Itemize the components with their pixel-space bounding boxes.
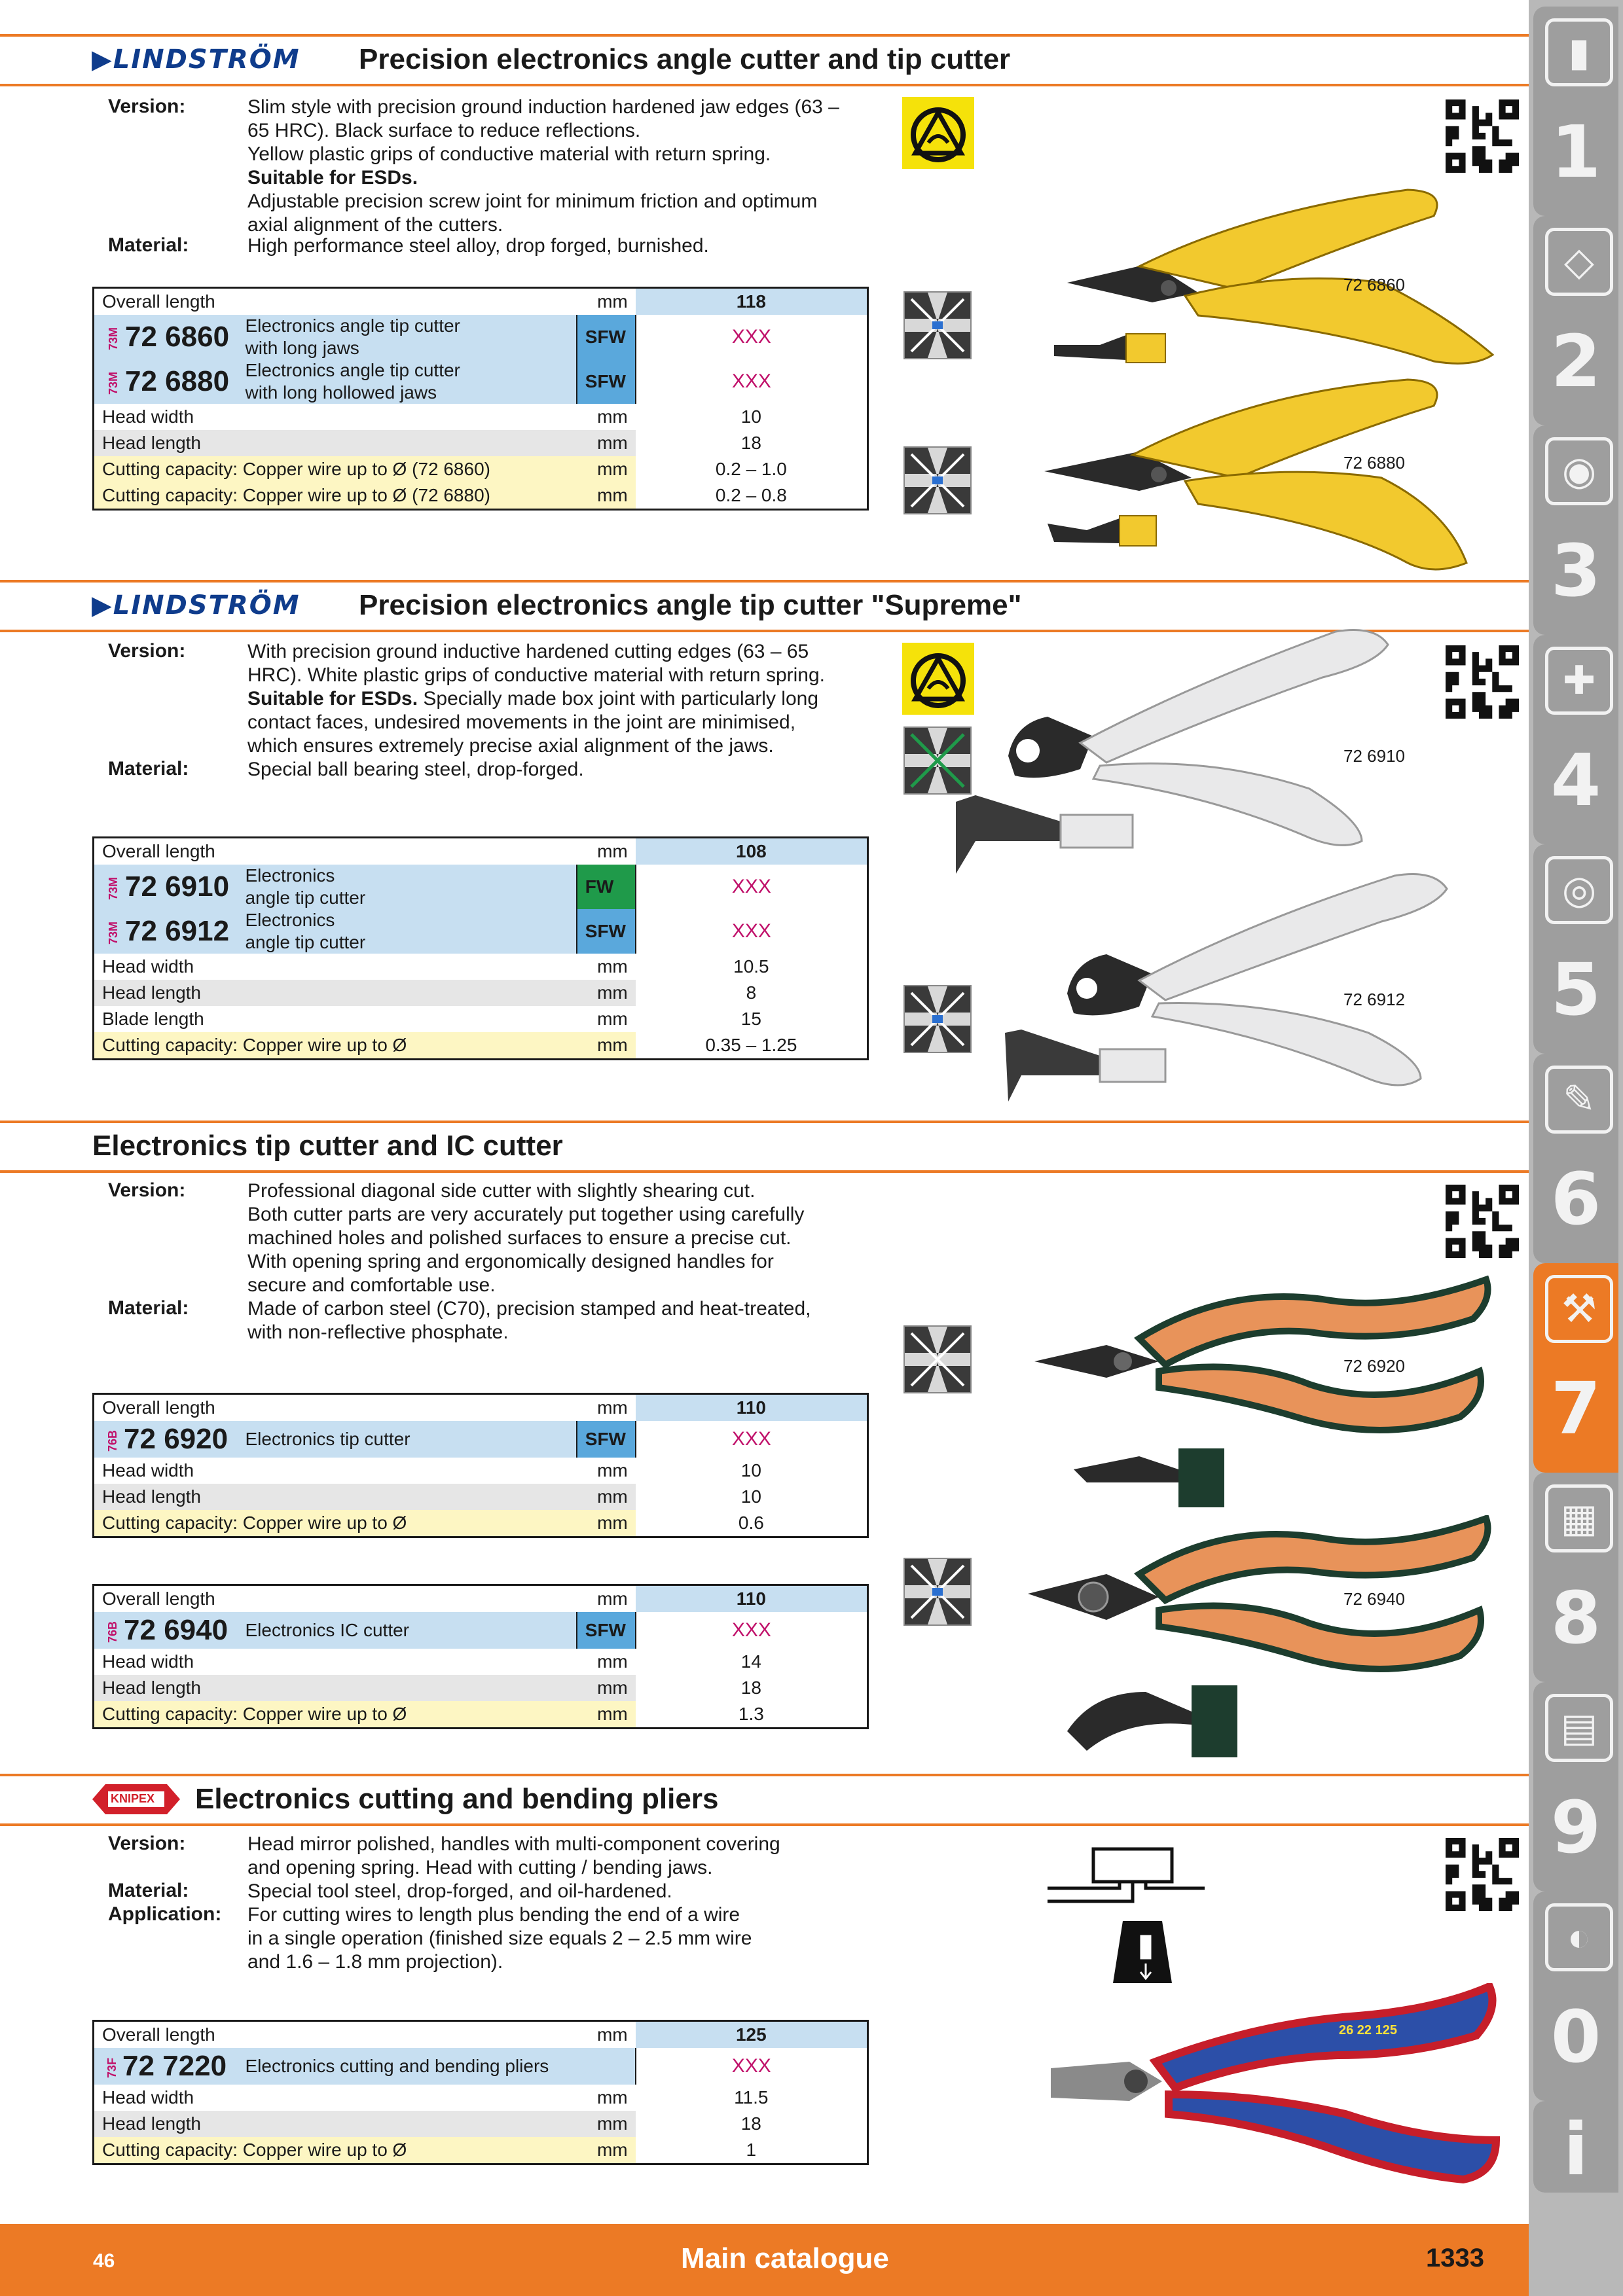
chapter-tab-9[interactable] <box>1533 1682 1618 1892</box>
unit: mm <box>577 2137 636 2164</box>
capacity-value: 0.35 – 1.25 <box>636 1032 868 1060</box>
material-text: Made of carbon steel (C70), precision stamped and heat-treated, with non-reflective phosphate. <box>247 1298 811 1343</box>
sfw-badge: SFW <box>577 315 636 359</box>
chapter-icon: ◇ <box>1545 228 1613 296</box>
material-text: Special tool steel, drop-forged, and oil-hardened. <box>247 1880 672 1902</box>
angle-cutter-photo <box>1041 367 1499 576</box>
spec-row <box>94 980 868 1006</box>
esd-warning-icon <box>902 97 974 169</box>
chapter-number: 1 <box>1550 110 1601 194</box>
spec-value: 8 <box>636 980 868 1006</box>
chapter-tab-1[interactable] <box>1533 7 1618 216</box>
section-divider <box>0 1170 1529 1173</box>
capacity-row <box>94 1701 868 1729</box>
spec-table <box>92 2020 869 2165</box>
chapter-number: 2 <box>1550 319 1601 403</box>
unit: mm <box>597 956 628 977</box>
spec-label: Head width <box>102 406 194 427</box>
spec-table <box>92 1393 869 1538</box>
overall-length-value: 110 <box>636 1394 868 1422</box>
capacity-row <box>94 456 868 482</box>
ic-cutter-photo <box>1028 1515 1499 1764</box>
unit: mm <box>577 980 636 1006</box>
spec-label: Head length <box>94 1675 577 1701</box>
capacity-row <box>94 482 868 510</box>
capacity-value: 1.3 <box>636 1701 868 1729</box>
overall-length-value: 108 <box>636 838 868 865</box>
capacity-value: 0.2 – 1.0 <box>636 456 868 482</box>
unit: mm <box>577 482 636 510</box>
capacity-label: Cutting capacity: Copper wire up to Ø (72 6860) <box>94 456 577 482</box>
unit: mm <box>597 1397 628 1418</box>
material-label: Material: <box>108 234 189 256</box>
chapter-tab-6[interactable] <box>1533 1054 1618 1263</box>
material-text: High performance steel alloy, drop forged, burnished. <box>247 235 709 257</box>
qr-code-icon <box>1446 1838 1519 1911</box>
version-label: Version: <box>108 1179 186 1201</box>
section-divider <box>0 1121 1529 1123</box>
price: XXX <box>636 865 868 909</box>
chapter-number: 0 <box>1550 1995 1601 2079</box>
table-row[interactable] <box>94 2048 868 2085</box>
spec-row <box>94 954 868 980</box>
spec-value: 18 <box>636 2111 868 2137</box>
chapter-number: 7 <box>1550 1367 1601 1450</box>
chapter-tab-7[interactable] <box>1533 1263 1618 1473</box>
table-row[interactable] <box>94 315 868 359</box>
application-text: For cutting wires to length plus bending the end of a wire in a single operation (finished size equals 2 – 2.5 mm wire and 1.6 – 1.8 mm projection). <box>247 1904 752 1973</box>
cutting-edge-icon <box>903 1325 972 1393</box>
unit: mm <box>597 291 628 312</box>
qr-code-icon <box>1446 1185 1519 1258</box>
spec-label: Head length <box>94 1484 577 1510</box>
photo-label: 72 6940 <box>1343 1589 1405 1609</box>
application-label: Application: <box>108 1903 222 1925</box>
price: XXX <box>636 909 868 954</box>
section-title: Electronics tip cutter and IC cutter <box>92 1130 563 1162</box>
capacity-label: Cutting capacity: Copper wire up to Ø (72 6880) <box>94 482 577 510</box>
table-row[interactable] <box>94 1612 868 1649</box>
spec-value: 14 <box>740 1651 761 1672</box>
angle-tip-cutter-photo <box>917 625 1493 874</box>
chapter-tab-3[interactable] <box>1533 425 1618 635</box>
version-text: Professional diagonal side cutter with slightly shearing cut. Both cutter parts are very accurately put together using carefully machined holes and polished surfaces to ensure a precise cut. With opening spring and ergonomically designed handles for secure and comfortable use. <box>247 1180 805 1296</box>
fw-badge: FW <box>577 865 636 909</box>
chapter-number: 8 <box>1550 1576 1601 1660</box>
overall-length-label: Overall length <box>102 841 215 861</box>
article-number: 73F 72 7220 <box>94 2048 238 2085</box>
section-title: Precision electronics angle cutter and tip cutter <box>359 43 1011 75</box>
unit: mm <box>596 2024 628 2045</box>
unit: mm <box>596 2087 628 2108</box>
sfw-badge: SFW <box>577 1612 636 1649</box>
photo-label: 72 6860 <box>1343 275 1405 295</box>
price: XXX <box>636 359 868 404</box>
section-divider <box>0 1823 1529 1826</box>
article-number: 73M 72 6860 <box>94 315 238 359</box>
version-text: Head mirror polished, handles with multi-component covering and opening spring. Head with cutting / bending jaws. <box>247 1833 780 1878</box>
table-row[interactable] <box>94 909 868 954</box>
chapter-number: 5 <box>1550 948 1601 1031</box>
section-divider <box>0 580 1529 583</box>
spec-label: Head length <box>94 980 577 1006</box>
version-text: Slim style with precision ground induction hardened jaw edges (63 – 65 HRC). Black surface to reduce reflections. Yellow plastic grips of conductive material with return spring. Suitable for ESDs. Adjustable precision screw joint for minimum friction and optimum axial alignment of the cutters. <box>247 96 839 236</box>
item-description: Electronics cutting and bending pliers <box>237 2048 635 2085</box>
chapter-icon: ⚒ <box>1545 1275 1613 1343</box>
footer-title: Main catalogue <box>681 2242 889 2274</box>
angle-tip-cutter-photo <box>995 869 1493 1105</box>
unit: mm <box>577 2111 636 2137</box>
unit: mm <box>597 1588 628 1609</box>
spec-label: Head width <box>102 2087 194 2108</box>
spec-table <box>92 287 869 511</box>
capacity-row <box>94 1510 868 1537</box>
spec-label: Head width <box>102 1651 194 1672</box>
unit: mm <box>577 1675 636 1701</box>
article-number: 73M 72 6912 <box>94 909 238 954</box>
spec-row <box>94 1675 868 1701</box>
info-icon: i <box>1563 2108 1588 2191</box>
unit: mm <box>577 1701 636 1729</box>
lindstrom-logo: ▶LINDSTRÖM <box>92 590 301 620</box>
spec-row <box>94 1649 868 1675</box>
spec-value: 15 <box>740 1009 761 1029</box>
photo-label: 72 6910 <box>1343 746 1405 766</box>
chapter-number: 6 <box>1550 1157 1601 1241</box>
spec-row <box>94 1458 868 1484</box>
price: XXX <box>636 1612 868 1649</box>
section-divider <box>0 84 1529 86</box>
section-divider <box>0 34 1529 37</box>
item-description: Electronics angle tip cutter with long jaws <box>237 315 576 359</box>
item-description: Electronics angle tip cutter <box>237 909 576 954</box>
chapter-icon: ▤ <box>1545 1694 1613 1762</box>
chapter-icon: ✎ <box>1545 1066 1613 1134</box>
spec-value: 10 <box>636 1484 868 1510</box>
material-label: Material: <box>108 1297 189 1319</box>
knipex-pliers-photo <box>1044 1983 1503 2193</box>
spec-value: 18 <box>636 1675 868 1701</box>
spec-table <box>92 1584 869 1729</box>
unit: mm <box>597 841 628 861</box>
overall-length-label: Overall length <box>102 1397 215 1418</box>
angle-cutter-photo <box>1041 185 1499 374</box>
page-number-left: 46 <box>93 2250 115 2272</box>
price: XXX <box>636 2048 868 2085</box>
chapter-icon: ▮ <box>1545 18 1613 86</box>
chapter-icon: ▦ <box>1545 1484 1613 1552</box>
item-description: Electronics angle tip cutter with long hollowed jaws <box>237 359 576 404</box>
section-divider <box>0 1774 1529 1776</box>
capacity-label: Cutting capacity: Copper wire up to Ø <box>94 1510 577 1537</box>
spec-value: 18 <box>636 430 868 456</box>
spec-value: 11.5 <box>734 2087 769 2108</box>
spec-row <box>94 1484 868 1510</box>
unit: mm <box>577 1510 636 1537</box>
capacity-row <box>94 2137 868 2164</box>
spec-label: Head width <box>102 1460 194 1480</box>
price: XXX <box>636 1421 868 1458</box>
spec-value: 10 <box>740 1460 761 1480</box>
cutting-edge-icon <box>903 1558 972 1626</box>
knipex-logo: KNIPEX <box>92 1782 180 1817</box>
svg-text:26 22 125: 26 22 125 <box>1339 2023 1397 2037</box>
qr-code-icon <box>1446 99 1519 173</box>
capacity-label: Cutting capacity: Copper wire up to Ø <box>94 1032 577 1060</box>
lindstrom-logo: ▶LINDSTRÖM <box>92 45 301 75</box>
photo-label: 72 6880 <box>1343 453 1405 473</box>
spec-table <box>92 836 869 1060</box>
sfw-badge: SFW <box>577 1421 636 1458</box>
item-description: Electronics tip cutter <box>237 1421 576 1458</box>
chapter-icon: ✚ <box>1545 647 1613 715</box>
overall-length-label: Overall length <box>102 1588 215 1609</box>
cutting-edge-icon <box>903 291 972 359</box>
capacity-label: Cutting capacity: Copper wire up to Ø <box>94 1701 577 1729</box>
capacity-row <box>94 1032 868 1060</box>
chapter-tab-2[interactable] <box>1533 216 1618 425</box>
chapter-tab-5[interactable] <box>1533 844 1618 1054</box>
chapter-number: 3 <box>1550 529 1601 613</box>
sfw-badge: SFW <box>577 359 636 404</box>
page-number-right: 1333 <box>1426 2244 1484 2272</box>
cutting-edge-icon <box>903 985 972 1053</box>
sfw-badge: SFW <box>577 909 636 954</box>
capacity-label: Cutting capacity: Copper wire up to Ø <box>94 2137 577 2164</box>
capacity-value: 1 <box>636 2137 868 2164</box>
overall-length-value: 125 <box>636 2021 868 2049</box>
article-number: 73M 72 6880 <box>94 359 238 404</box>
spec-row <box>94 2111 868 2137</box>
spec-label: Head width <box>102 956 194 977</box>
capacity-value: 0.2 – 0.8 <box>636 482 868 510</box>
section-title: Electronics cutting and bending pliers <box>195 1783 719 1815</box>
material-label: Material: <box>108 758 189 780</box>
overall-length-value: 110 <box>636 1585 868 1613</box>
material-label: Material: <box>108 1880 189 1901</box>
version-label: Version: <box>108 96 186 117</box>
overall-length-value: 118 <box>636 288 868 315</box>
version-label: Version: <box>108 1833 186 1854</box>
table-row[interactable] <box>94 1421 868 1458</box>
spec-row <box>94 1006 868 1032</box>
spec-label: Head length <box>94 2111 577 2137</box>
chapter-tab-0[interactable] <box>1533 1892 1618 2101</box>
chapter-icon: ◉ <box>1545 437 1613 505</box>
version-text: With precision ground inductive hardened cutting edges (63 – 65 HRC). White plastic grips of conductive material with return spring. Suitable for ESDs. Specially made box joint with particularly long contact faces, undesired movements in the joint are minimised, which ensures extremely precise axial alignment of the jaws. <box>247 641 825 757</box>
spec-label: Head length <box>94 430 577 456</box>
chapter-icon: ◎ <box>1545 856 1613 924</box>
version-label: Version: <box>108 640 186 662</box>
item-description: Electronics IC cutter <box>237 1612 576 1649</box>
unit: mm <box>597 1460 628 1480</box>
capacity-value: 0.6 <box>636 1510 868 1537</box>
price: XXX <box>636 315 868 359</box>
photo-label: 72 6912 <box>1343 990 1405 1009</box>
chapter-tab-i[interactable] <box>1533 2101 1618 2193</box>
article-number: 76B 72 6920 <box>94 1421 238 1458</box>
unit: mm <box>597 1009 628 1029</box>
chapter-tab-8[interactable] <box>1533 1473 1618 1682</box>
unit: mm <box>577 1032 636 1060</box>
table-row[interactable] <box>94 359 868 404</box>
chapter-number: 4 <box>1550 738 1601 822</box>
chapter-icon: ◐ <box>1545 1903 1613 1971</box>
spec-value: 10.5 <box>733 956 769 977</box>
item-description: Electronics angle tip cutter <box>237 865 576 909</box>
unit: mm <box>597 406 628 427</box>
spec-row <box>94 430 868 456</box>
tip-cutter-photo <box>1028 1273 1499 1515</box>
article-number: 76B 72 6940 <box>94 1612 238 1649</box>
overall-length-label: Overall length <box>102 2024 215 2045</box>
chapter-tab-4[interactable] <box>1533 635 1618 844</box>
article-number: 73M 72 6910 <box>94 865 238 909</box>
chapter-number: 9 <box>1550 1785 1601 1869</box>
section-title: Precision electronics angle tip cutter "Supreme" <box>359 589 1022 621</box>
spec-value: 10 <box>740 406 761 427</box>
cutting-edge-icon <box>903 446 972 514</box>
photo-label: 72 6920 <box>1343 1356 1405 1376</box>
spec-label: Blade length <box>102 1009 204 1029</box>
material-text: Special ball bearing steel, drop-forged. <box>247 759 584 780</box>
spec-row <box>94 404 868 430</box>
unit: mm <box>597 1651 628 1672</box>
overall-length-label: Overall length <box>102 291 215 312</box>
spec-row <box>94 2085 868 2111</box>
unit: mm <box>577 1484 636 1510</box>
unit: mm <box>577 430 636 456</box>
unit: mm <box>577 456 636 482</box>
bending-diagram-icon <box>1048 1842 1205 1986</box>
table-row[interactable] <box>94 865 868 909</box>
